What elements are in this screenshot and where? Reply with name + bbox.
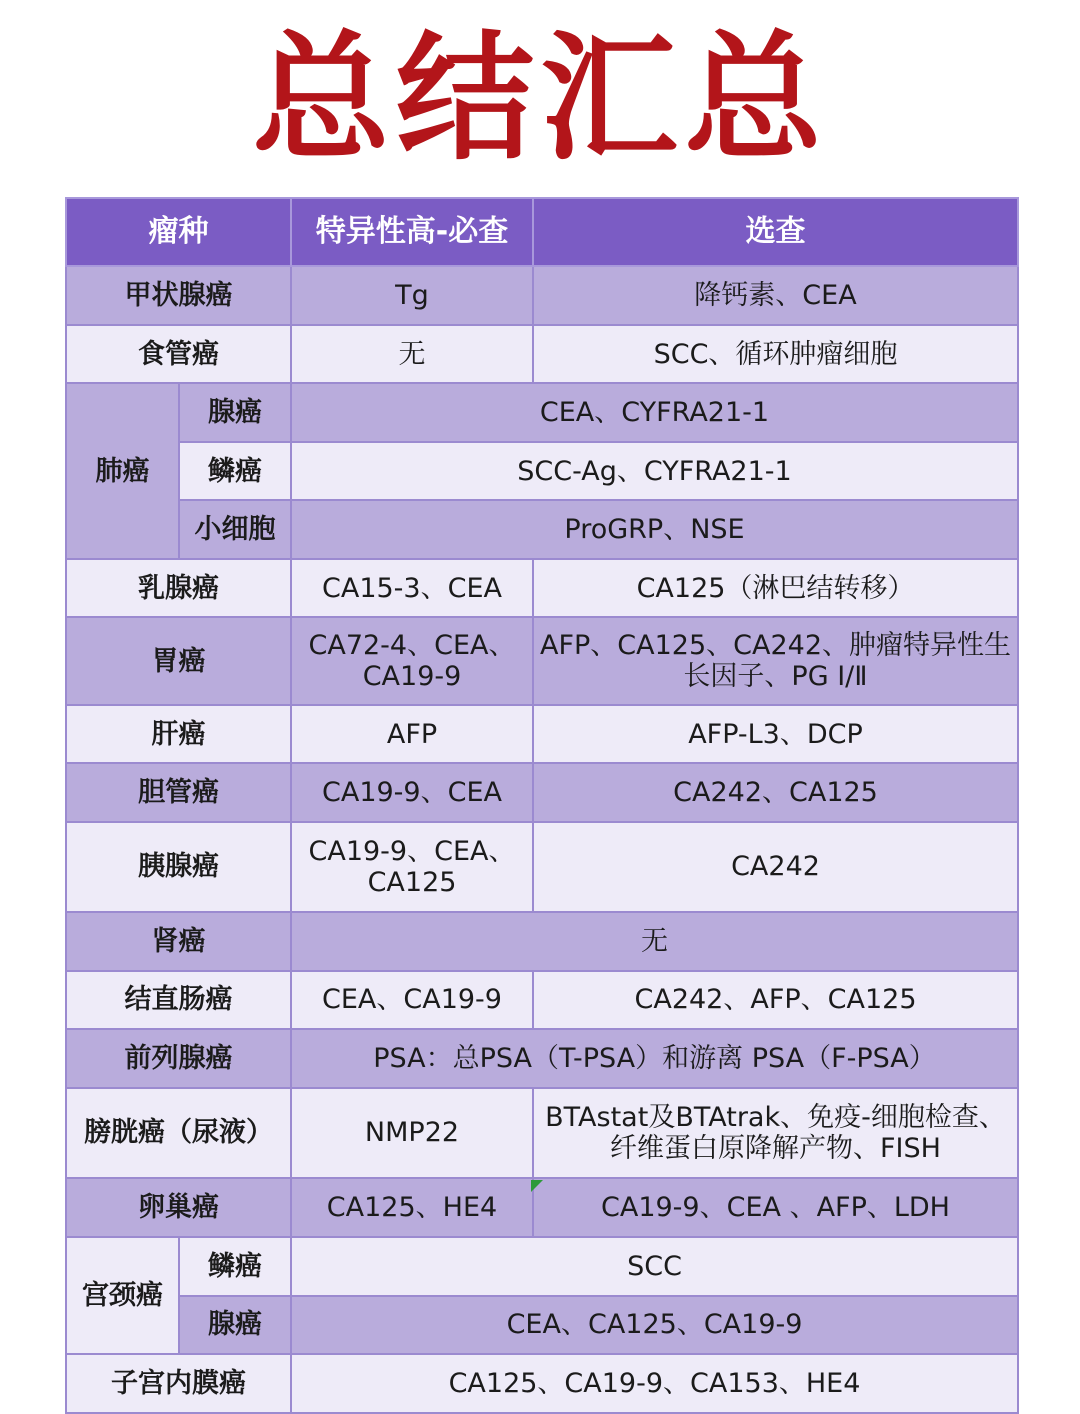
subtype-label: 腺癌 xyxy=(179,383,291,442)
row-label-colorectal: 结直肠癌 xyxy=(66,971,291,1029)
cell-must: CA19-9、CEA xyxy=(291,763,533,822)
row-label-ovarian: 卵巢癌 xyxy=(66,1178,291,1237)
header-tumor-type: 瘤种 xyxy=(66,198,291,266)
table-row xyxy=(66,1354,1018,1413)
table-row xyxy=(66,1296,1018,1354)
cell-optional: AFP-L3、DCP xyxy=(533,705,1018,763)
cell-optional: CA19-9、CEA 、AFP、LDH xyxy=(533,1178,1018,1237)
table-row xyxy=(66,383,1018,442)
table-row xyxy=(66,266,1018,325)
row-label-thyroid: 甲状腺癌 xyxy=(66,266,291,325)
cell-optional: BTAstat及BTAtrak、免疫-细胞检查、纤维蛋白原降解产物、FISH xyxy=(533,1088,1018,1178)
cell-must: CA15-3、CEA xyxy=(291,559,533,617)
subtype-label: 腺癌 xyxy=(179,1296,291,1354)
table-row xyxy=(66,912,1018,971)
table-row xyxy=(66,1237,1018,1296)
cell-merged: CEA、CA125、CA19-9 xyxy=(291,1296,1018,1354)
cell-merged: PSA：总PSA（T-PSA）和游离 PSA（F-PSA） xyxy=(291,1029,1018,1088)
row-label-gastric: 胃癌 xyxy=(66,617,291,705)
header-must-check: 特异性高-必查 xyxy=(291,198,533,266)
cell-marker-triangle xyxy=(531,1180,543,1192)
table-row xyxy=(66,763,1018,822)
table-row xyxy=(66,971,1018,1029)
row-label-bile-duct: 胆管癌 xyxy=(66,763,291,822)
cell-must: CA19-9、CEA、CA125 xyxy=(291,822,533,911)
row-label-kidney: 肾癌 xyxy=(66,912,291,971)
table-row xyxy=(66,442,1018,500)
page-title: 总结汇总 xyxy=(251,18,828,179)
table-row xyxy=(66,1029,1018,1088)
cell-optional: 降钙素、CEA xyxy=(533,266,1018,325)
table-row xyxy=(66,822,1018,911)
subtype-label: 鳞癌 xyxy=(179,1237,291,1296)
row-label-lung: 肺癌 xyxy=(66,383,179,559)
cell-optional: CA242 xyxy=(533,822,1018,911)
table-header-row xyxy=(66,198,1018,266)
row-label-esophageal: 食管癌 xyxy=(66,325,291,383)
cell-optional: CA125（淋巴结转移） xyxy=(533,559,1018,617)
cell-must: CA125、HE4 xyxy=(291,1178,533,1237)
row-label-bladder: 膀胱癌（尿液） xyxy=(66,1088,291,1178)
subtype-label: 鳞癌 xyxy=(179,442,291,500)
table-row xyxy=(66,1088,1018,1178)
tumor-marker-table xyxy=(65,197,1019,1414)
cell-must: CA72-4、CEA、CA19-9 xyxy=(291,617,533,705)
cell-merged: CA125、CA19-9、CA153、HE4 xyxy=(291,1354,1018,1413)
table-row xyxy=(66,617,1018,705)
cell-must: NMP22 xyxy=(291,1088,533,1178)
table-row xyxy=(66,325,1018,383)
row-label-cervical: 宫颈癌 xyxy=(66,1237,179,1354)
header-optional: 选查 xyxy=(533,198,1018,266)
row-label-breast: 乳腺癌 xyxy=(66,559,291,617)
cell-optional: CA242、CA125 xyxy=(533,763,1018,822)
cell-must: AFP xyxy=(291,705,533,763)
row-label-prostate: 前列腺癌 xyxy=(66,1029,291,1088)
row-label-liver: 肝癌 xyxy=(66,705,291,763)
cell-optional: SCC、循环肿瘤细胞 xyxy=(533,325,1018,383)
table-row xyxy=(66,500,1018,559)
table-row xyxy=(66,705,1018,763)
cell-merged: CEA、CYFRA21-1 xyxy=(291,383,1018,442)
cell-merged: SCC-Ag、CYFRA21-1 xyxy=(291,442,1018,500)
cell-must: Tg xyxy=(291,266,533,325)
cell-must: CEA、CA19-9 xyxy=(291,971,533,1029)
cell-optional: CA242、AFP、CA125 xyxy=(533,971,1018,1029)
row-label-endometrial: 子宫内膜癌 xyxy=(66,1354,291,1413)
cell-merged: 无 xyxy=(291,912,1018,971)
table-row xyxy=(66,559,1018,617)
cell-merged: ProGRP、NSE xyxy=(291,500,1018,559)
row-label-pancreatic: 胰腺癌 xyxy=(66,822,291,911)
subtype-label: 小细胞 xyxy=(179,500,291,559)
cell-must: 无 xyxy=(291,325,533,383)
cell-merged: SCC xyxy=(291,1237,1018,1296)
cell-optional: AFP、CA125、CA242、肿瘤特异性生长因子、PG Ⅰ/Ⅱ xyxy=(533,617,1018,705)
